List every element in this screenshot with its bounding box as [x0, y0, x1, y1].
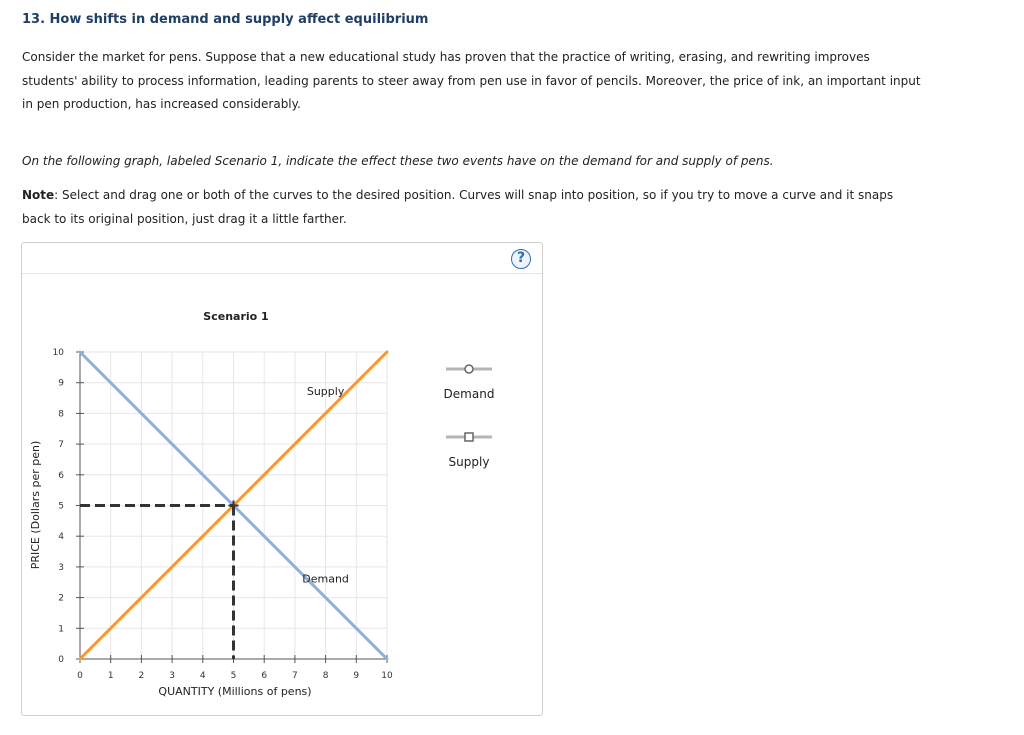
y-tick-label: 10 — [52, 348, 64, 358]
scenario-chart — [22, 243, 542, 715]
legend-demand-label: Demand — [443, 387, 495, 401]
demand-legend-icon — [444, 363, 494, 375]
y-tick-label: 3 — [58, 562, 64, 573]
y-tick-label: 8 — [58, 409, 64, 420]
x-tick-label: 10 — [381, 671, 393, 681]
supply-curve-label: Supply — [306, 384, 345, 398]
y-tick-label: 2 — [58, 593, 64, 604]
demand-curve-label: Demand — [302, 572, 349, 586]
question-paragraph: Consider the market for pens. Suppose that a new educational study has proven that the practice of writing, erasing, and rewriting improves students' ability to process information, leading parents to steer away from pen use in favor of pencils. Moreover, the price of ink, an important input in pen production, has increased considerably. — [22, 50, 921, 111]
y-tick-label: 6 — [58, 470, 64, 481]
note-label: Note — [22, 188, 55, 202]
legend-demand[interactable] — [429, 363, 509, 402]
y-axis-label: PRICE (Dollars per pen) — [29, 440, 42, 570]
legend-supply-label: Supply — [448, 455, 490, 469]
x-tick-label: 6 — [261, 671, 268, 681]
x-tick-label: 7 — [292, 671, 298, 681]
question-title: 13. How shifts in demand and supply affect equilibrium — [22, 12, 429, 27]
x-tick-label: 0 — [77, 671, 83, 681]
x-tick-label: 5 — [230, 671, 237, 681]
x-tick-label: 3 — [169, 671, 175, 681]
chart-title: Scenario 1 — [203, 310, 269, 323]
x-axis-label: QUANTITY (Millions of pens) — [158, 685, 312, 698]
note-body: : Select and drag one or both of the curves to the desired position. Curves will snap into position, so if you try to move a curve and it snaps back to its original position, just drag it a little farther. — [22, 188, 894, 226]
y-tick-label: 1 — [58, 624, 64, 635]
x-tick-label: 1 — [107, 671, 114, 681]
help-icon[interactable]: ? — [511, 249, 531, 269]
y-tick-label: 9 — [58, 378, 64, 389]
x-tick-label: 2 — [138, 671, 145, 681]
x-tick-label: 4 — [199, 671, 206, 681]
y-tick-label: 7 — [58, 440, 64, 451]
y-tick-label: 0 — [58, 655, 64, 665]
legend-supply[interactable] — [429, 431, 509, 470]
x-tick-label: 8 — [322, 671, 329, 681]
y-tick-label: 5 — [58, 501, 64, 512]
y-tick-label: 4 — [58, 532, 64, 543]
note-text — [22, 184, 922, 231]
instruction-text: On the following graph, labeled Scenario 1, indicate the effect these two events have on the demand for and supply of pens. — [22, 154, 774, 168]
x-tick-label: 9 — [353, 671, 360, 681]
graph-panel — [21, 242, 543, 716]
supply-legend-icon — [444, 431, 494, 443]
